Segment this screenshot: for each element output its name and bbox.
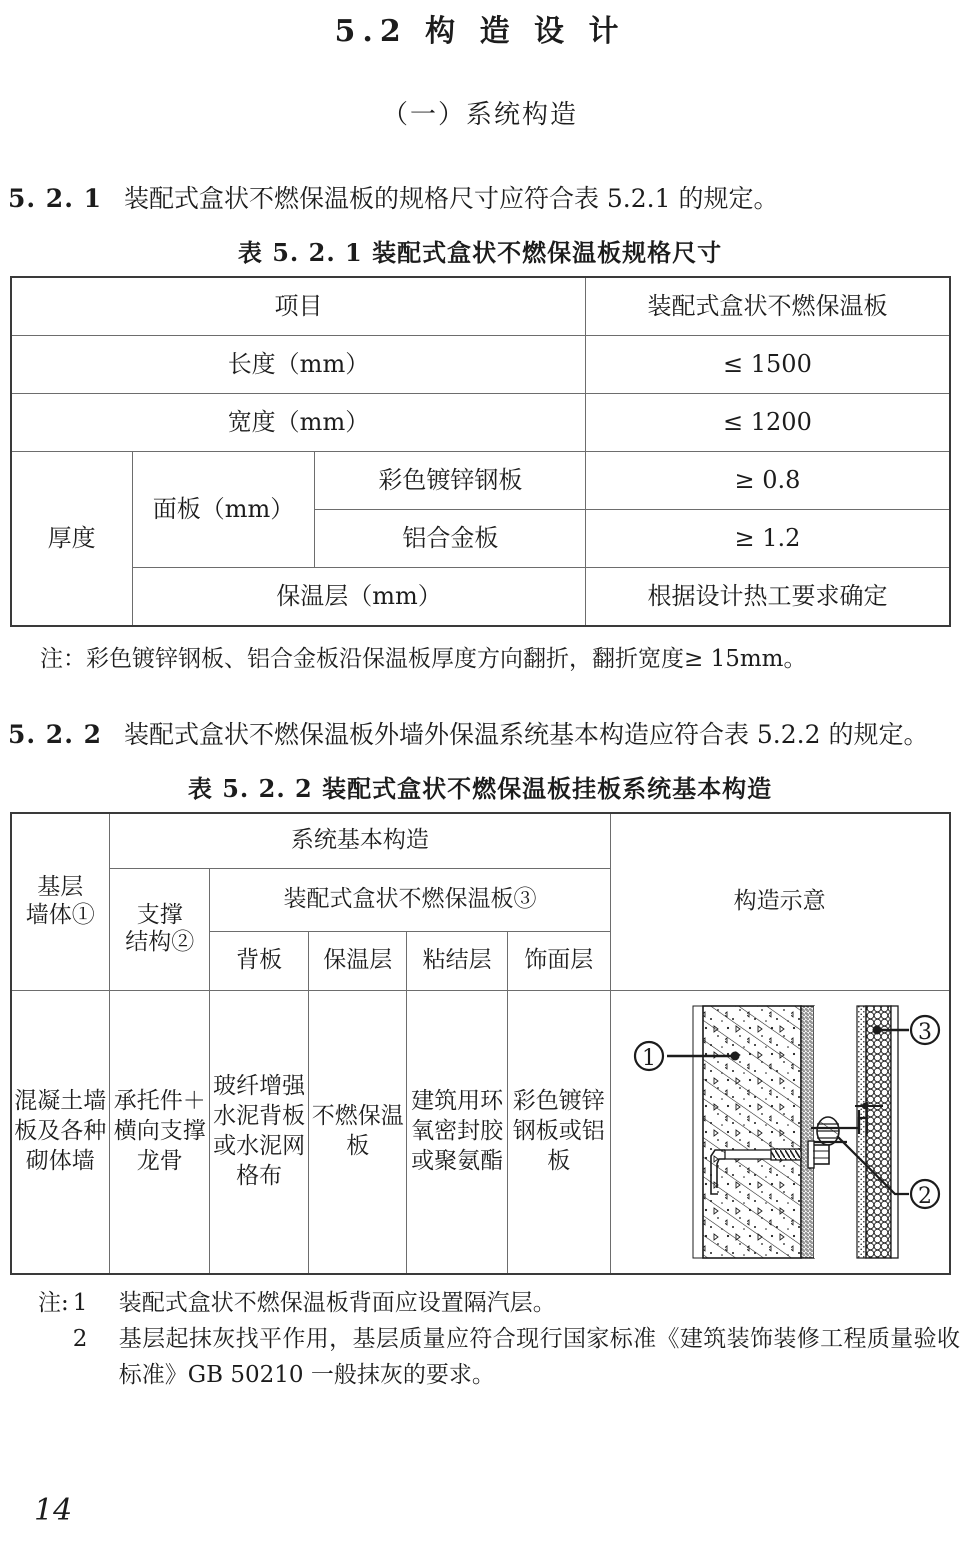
clause-text: 装配式盒状不燃保温板外墙外保温系统基本构造应符合表 5.2.2 的规定。 [123,719,929,749]
wall-section-svg [615,998,945,1266]
table-521-header-item: 项目 [11,277,586,336]
table-row [11,335,950,393]
page-title: 5.2 构 造 设 计 [334,14,626,49]
clause-number: 5. 2. 2 [8,719,102,749]
table-521-length-value: ≤ 1500 [586,335,950,393]
table-522-diagram-header: 构造示意 [610,813,949,991]
table-522-subheader-adhesive: 粘结层 [407,931,507,990]
callout-1-label: 1 [641,1045,656,1071]
table-522-base-wall-header [11,813,110,991]
table-522-caption: 表 5. 2. 2 装配式盒状不燃保温板挂板系统基本构造 [187,773,773,803]
table-521-alu-label: 铝合金板 [315,509,586,567]
table-522-cell-insulation: 不燃保温板 [308,990,407,1274]
clause-5-2-2 [8,715,950,755]
table-522-cell-adhesive: 建筑用环氧密封胶或聚氨酯 [407,990,507,1274]
table-521-panel-label: 面板（mm） [132,451,315,567]
table-521-thickness-label: 厚度 [11,451,133,626]
callout-3-dot [872,1025,881,1034]
table-522 [10,812,951,1275]
table-521-steel-label: 彩色镀锌钢板 [315,451,586,509]
page-number: 14 [34,1493,73,1528]
callout-3-label: 3 [917,1019,932,1045]
clause-number: 5. 2. 1 [8,183,102,213]
note-item [38,1285,960,1321]
table-row [11,393,950,451]
callout-2-marker [911,1180,939,1209]
table-522-panel-group-header: 装配式盒状不燃保温板③ [210,868,610,931]
base-wall-line2: 墙体① [25,901,95,928]
table-521-insulation-value: 根据设计热工要求确定 [586,567,950,626]
table-522-support-header [110,868,210,990]
table-row [11,813,950,869]
table-521 [10,276,951,627]
support-line1: 支撑 [136,901,183,928]
table-row [11,277,950,336]
table-521-caption: 表 5. 2. 1 装配式盒状不燃保温板规格尺寸 [237,237,723,267]
table-521-width-label: 宽度（mm） [11,393,586,451]
table-522-subheader-finish: 饰面层 [507,931,610,990]
note-item [38,1321,960,1393]
base-wall-line1: 基层 [37,874,84,901]
table-521-alu-value: ≥ 1.2 [586,509,950,567]
table-521-insulation-label: 保温层（mm） [132,567,586,626]
insulation-board-layer [866,1006,891,1258]
concrete-wall-layer [703,1006,801,1258]
table-522-subheader-back: 背板 [210,931,309,990]
clause-text: 装配式盒状不燃保温板的规格尺寸应符合表 5.2.1 的规定。 [123,183,779,213]
table-522-subheader-insulation: 保温层 [308,931,407,990]
callout-2-label: 2 [917,1183,932,1209]
table-521-length-label: 长度（mm） [11,335,586,393]
notes-label: 注: [38,1289,69,1316]
table-row [11,451,950,509]
table-522-cell-support: 承托件＋横向支撑龙骨 [110,990,210,1274]
callout-1-dot [730,1051,739,1060]
table-522-cell-finish: 彩色镀锌钢板或铝板 [507,990,610,1274]
construction-detail-diagram [610,990,949,1274]
subsection-title: （一）系统构造 [381,100,578,130]
table-row [11,990,950,1274]
table-521-steel-value: ≥ 0.8 [586,451,950,509]
table-521-width-value: ≤ 1200 [586,393,950,451]
table-521-header-value: 装配式盒状不燃保温板 [586,277,950,336]
note-index: 2 [72,1325,88,1352]
note-text: 装配式盒状不燃保温板背面应设置隔汽层。 [118,1289,556,1316]
callout-1-marker [635,1042,663,1071]
table-522-notes [38,1285,960,1393]
clause-5-2-1 [8,179,950,219]
table-522-system-group-header: 系统基本构造 [110,813,611,869]
table-row [11,567,950,626]
support-line2: 结构② [125,929,195,956]
washer-nut [817,1117,839,1145]
callout-3-marker [911,1016,939,1045]
mortar-layer [801,1006,814,1258]
table-521-note: 注：彩色镀锌钢板、铝合金板沿保温板厚度方向翻折，翻折宽度≥ 15mm。 [40,645,807,672]
note-index: 1 [72,1289,88,1316]
note-text: 基层起抹灰找平作用，基层质量应符合现行国家标准《建筑装饰装修工程质量验收标准》GB 50210 一般抹灰的要求。 [118,1325,960,1388]
table-522-cell-back-panel: 玻纤增强水泥背板或水泥网格布 [210,990,309,1274]
table-522-cell-base-wall: 混凝土墙板及各种砌体墙 [11,990,110,1274]
